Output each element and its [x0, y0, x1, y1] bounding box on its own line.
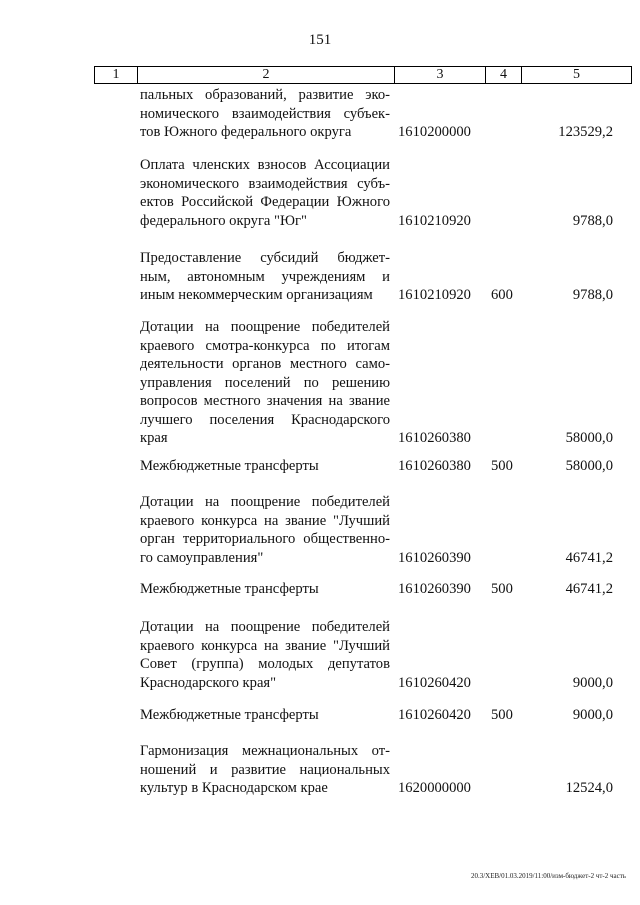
row-code: 1610200000	[398, 124, 471, 140]
row-code: 1610260420	[398, 674, 471, 691]
description-line: номического взаимодействия субъек-	[140, 105, 390, 122]
row-description	[140, 493, 390, 567]
description-line: иным некоммерческим организациям	[140, 287, 373, 303]
row-description	[140, 457, 390, 476]
description-line: деятельности органов местного само-	[140, 356, 390, 372]
description-line: Краснодарского края"	[140, 674, 277, 691]
description-line: Гармонизация межнациональных от-	[140, 743, 390, 759]
description-line: управления поселений по решению	[140, 374, 390, 391]
row-amount: 123529,2	[558, 124, 613, 140]
description-line: тов Южного федерального округа	[140, 124, 352, 140]
description-line: Межбюджетные трансферты	[140, 458, 319, 474]
row-description	[140, 580, 390, 599]
description-line: федерального округа "Юг"	[140, 212, 307, 229]
row-amount: 9788,0	[572, 212, 613, 229]
description-line: лучшего поселения Краснодарского	[140, 411, 390, 428]
description-line: краевого конкурса на звание "Лучший	[140, 512, 390, 529]
row-description	[140, 156, 390, 230]
row-amount: 12524,0	[565, 780, 613, 796]
row-code: 1620000000	[398, 780, 471, 796]
row-description	[140, 86, 390, 142]
description-line: пальных образований, развитие эко-	[140, 87, 390, 103]
description-line: Совет (группа) молодых депутатов	[140, 656, 390, 672]
footer-note: 20.3/ХЕВ/01.03.2019/11:00/изм-бюджет-2 чт-2 часть	[470, 872, 626, 880]
description-line: Межбюджетные трансферты	[140, 581, 319, 597]
description-line: краевого конкурса на звание "Лучший	[140, 637, 390, 654]
row-description	[140, 249, 390, 305]
row-code: 1610210920	[398, 212, 471, 229]
description-line: Дотации на поощрение победителей	[140, 494, 390, 510]
description-line: орган территориального общественно-	[140, 531, 390, 547]
row-code: 1610260420	[398, 707, 471, 723]
row-amount: 9000,0	[572, 674, 613, 691]
description-line: экономического взаимодействия субъ-	[140, 175, 390, 192]
row-description	[140, 618, 390, 692]
row-code: 1610260380	[398, 430, 471, 446]
description-line: Дотации на поощрение победителей	[140, 619, 390, 635]
row-amount: 9788,0	[572, 287, 613, 303]
page-number: 151	[308, 32, 332, 48]
row-amount: 46741,2	[565, 549, 613, 566]
row-amount: 58000,0	[565, 430, 613, 446]
description-line: вопросов местного значения на звание	[140, 393, 390, 409]
description-line: края	[140, 430, 168, 446]
description-line: Предоставление субсидий бюджет-	[140, 250, 390, 266]
description-line: ным, автономным учреждениям и	[140, 268, 390, 285]
row-code: 1610210920	[398, 287, 471, 303]
header-cell-1: 1	[95, 67, 138, 84]
row-type: 500	[491, 581, 513, 597]
row-code: 1610260380	[398, 458, 471, 474]
row-code: 1610260390	[398, 549, 471, 566]
row-description	[140, 742, 390, 798]
row-amount: 9000,0	[572, 707, 613, 723]
row-type: 500	[491, 707, 513, 723]
description-line: Оплата членских взносов Ассоциации	[140, 157, 390, 173]
description-line: го самоуправления"	[140, 549, 264, 566]
description-line: культур в Краснодарском крае	[140, 780, 328, 796]
row-type: 600	[491, 287, 513, 303]
row-description	[140, 318, 390, 448]
description-line: ношений и развитие национальных	[140, 761, 390, 778]
description-line: Дотации на поощрение победителей	[140, 319, 390, 335]
description-line: Межбюджетные трансферты	[140, 707, 319, 723]
row-amount: 46741,2	[565, 581, 613, 597]
header-cell-3: 3	[395, 67, 486, 84]
header-cell-2: 2	[138, 67, 395, 84]
description-line: краевого смотра-конкурса по итогам	[140, 337, 390, 354]
header-cell-4: 4	[486, 67, 522, 84]
row-description	[140, 706, 390, 725]
row-code: 1610260390	[398, 581, 471, 597]
row-amount: 58000,0	[565, 458, 613, 474]
row-type: 500	[491, 458, 513, 474]
header-cell-5: 5	[522, 67, 632, 84]
description-line: ектов Российской Федерации Южного	[140, 194, 390, 210]
